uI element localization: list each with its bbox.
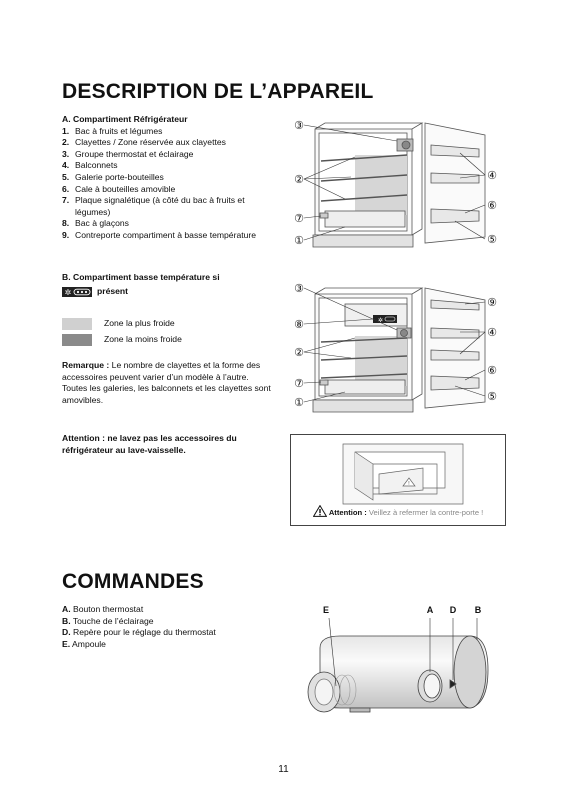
list-item: 7. Plaque signalétique (à côté du bac à fruits et légumes): [62, 195, 245, 217]
callout-1: ①: [294, 397, 304, 409]
list-item: 9. Contreporte compartiment à basse température: [62, 229, 257, 240]
thermostat-unit-diagram: [290, 600, 500, 725]
attention-label: Attention :: [328, 508, 367, 517]
callout-1: ①: [294, 235, 304, 247]
label-a: A: [426, 605, 434, 615]
list-item: B. Touche de l’éclairage: [62, 615, 154, 626]
list-item: A. Bouton thermostat: [62, 604, 144, 614]
list-item: D. Repère pour le réglage du thermostat: [62, 627, 216, 638]
callout-9: ⑨: [487, 297, 497, 309]
legend-least-cold: [62, 334, 182, 346]
callout-6: ⑥: [487, 200, 497, 212]
svg-text:!: !: [408, 481, 410, 487]
label-e: E: [322, 605, 330, 615]
list-item: 4. Balconnets: [62, 160, 118, 171]
controls-list: [62, 604, 282, 650]
callout-7: ⑦: [294, 378, 304, 390]
list-item: 2. Clayettes / Zone réservée aux clayettes: [62, 137, 226, 148]
section-title-commandes: COMMANDES: [62, 570, 204, 593]
compartment-a-heading: A. Compartiment Réfrigérateur: [62, 114, 188, 124]
compartment-a-block: [62, 114, 277, 242]
callout-3: ③: [294, 120, 304, 132]
attention-text: Veillez à refermer la contre-porte !: [368, 508, 484, 517]
label-b: B: [474, 605, 482, 615]
legend-swatch-least-cold: [62, 334, 92, 346]
attention-caption: [291, 505, 505, 517]
label-d: D: [449, 605, 457, 615]
section-title-description: DESCRIPTION DE L’APPAREIL: [62, 80, 374, 103]
list-item: 3. Groupe thermostat et éclairage: [62, 148, 194, 159]
dishwasher-warning: Attention : ne lavez pas les accessoires du réfrigérateur au lave-vaisselle.: [62, 433, 237, 455]
legend-label: Zone la plus froide: [104, 318, 175, 329]
callout-7: ⑦: [294, 213, 304, 225]
callout-5: ⑤: [487, 391, 497, 403]
legend-coldest: [62, 318, 175, 330]
callout-3: ③: [294, 283, 304, 295]
svg-text:✲: ✲: [64, 288, 72, 297]
remark-paragraph: [62, 360, 277, 406]
list-item: 1. Bac à fruits et légumes: [62, 125, 163, 136]
page-number: 11: [278, 764, 289, 775]
parts-list: [62, 126, 277, 242]
callout-4: ④: [487, 327, 497, 339]
callout-2: ②: [294, 347, 304, 359]
list-item: 5. Galerie porte-bouteilles: [62, 171, 164, 182]
list-item: 8. Bac à glaçons: [62, 218, 129, 229]
list-item: 6. Cale à bouteilles amovible: [62, 183, 176, 194]
callout-2: ②: [294, 174, 304, 186]
svg-text:✲: ✲: [378, 318, 384, 324]
callout-8: ⑧: [294, 319, 304, 331]
fridge-diagram-1: [285, 115, 505, 255]
attention-box: [290, 434, 506, 526]
present-label: présent: [97, 286, 129, 297]
freezer-door-illustration: [333, 438, 473, 506]
legend-label: Zone la moins froide: [104, 334, 182, 345]
list-item: E. Ampoule: [62, 638, 106, 649]
warning-triangle-icon: [313, 505, 327, 517]
remark-label: Remarque :: [62, 360, 110, 370]
remark-text-2: Toutes les galeries, les balconnets et les clayettes sont amovibles.: [62, 383, 271, 405]
fridge-diagram-2: [285, 280, 505, 420]
compartment-b-present-row: [62, 286, 128, 298]
compartment-b-heading: B. Compartiment basse température si: [62, 272, 220, 282]
legend-swatch-coldest: [62, 318, 92, 330]
snowflake-star-rating-icon: [62, 287, 92, 297]
callout-6: ⑥: [487, 365, 497, 377]
remark-text: Le nombre de clayettes et la forme des accessoires peuvent varier d’un modèle à l’autre.: [62, 360, 261, 382]
callout-5: ⑤: [487, 234, 497, 246]
callout-4: ④: [487, 170, 497, 182]
